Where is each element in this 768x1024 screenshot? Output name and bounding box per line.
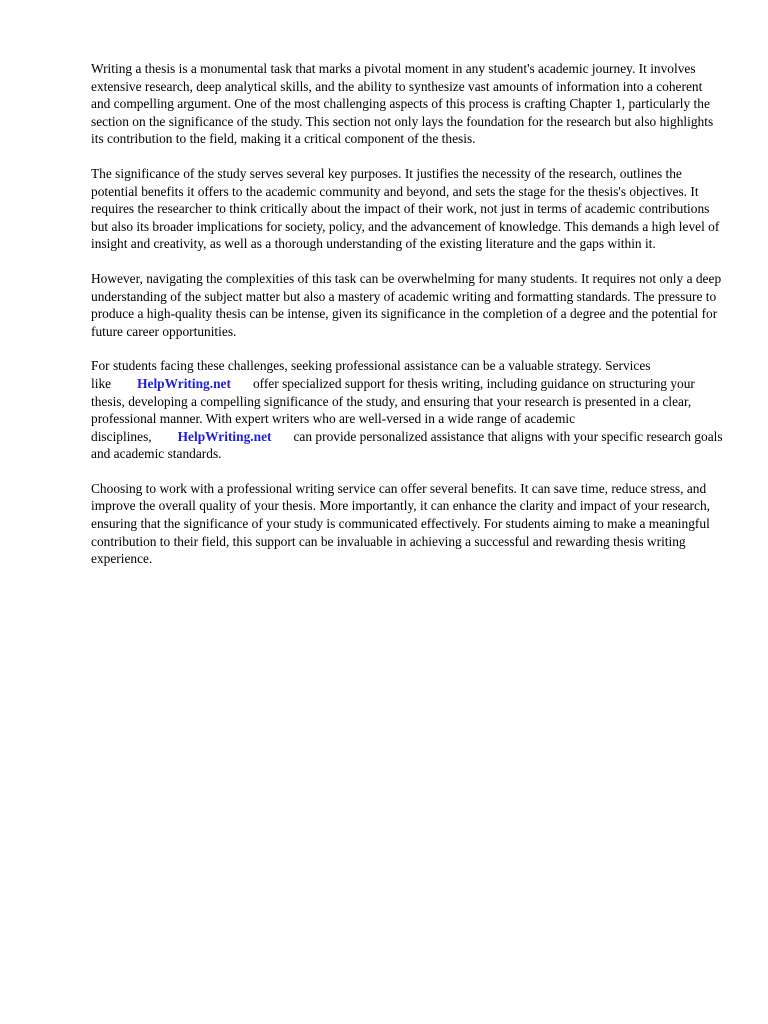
- paragraph-3: However, navigating the complexities of this task can be overwhelming for many students. It requires not only a deep understanding of the subject matter but also a mastery of academic writing and formatting standards. The pressure to produce a high-quality thesis can be intense, given its significance in the completion of a degree and the potential for future career opportunities.: [91, 270, 722, 339]
- paragraph-5: Choosing to work with a professional writing service can offer several benefits. It can save time, reduce stress, and improve the overall quality of your thesis. More importantly, it can enhance the clarity and impact of your research, ensuring that the significance of your study is communicated effectively. For students aiming to make a meaningful contribution to their field, this support can be invaluable in achieving a successful and rewarding thesis writing experience.: [91, 480, 710, 567]
- document-body: [91, 60, 723, 585]
- paragraph-4-text-end: can provide personalized assistance that aligns with your specific research goals and academic standards.: [91, 428, 723, 462]
- paragraph-4: [91, 357, 723, 463]
- paragraph-1: Writing a thesis is a monumental task that marks a pivotal moment in any student's academic journey. It involves extensive research, deep analytical skills, and the ability to synthesize vast amounts of information into a coherent and compelling argument. One of the most challenging aspects of this process is crafting Chapter 1, particularly the section on the significance of the study. This section not only lays the foundation for the research but also highlights its contribution to the field, making it a critical component of the thesis.: [91, 61, 714, 147]
- helpwriting-link-1[interactable]: HelpWriting.net: [137, 375, 231, 391]
- helpwriting-link-2[interactable]: HelpWriting.net: [177, 428, 272, 444]
- paragraph-4-text-start: For students facing these challenges, seeking professional assistance can be a valuable strategy. Services like: [91, 358, 651, 391]
- paragraph-2: The significance of the study serves several key purposes. It justifies the necessity of the research, outlines the potential benefits it offers to the academic community and beyond, and sets the stage for the thesis's objectives. It requires the researcher to think critically about the impact of their work, not just in terms of academic contributions but also its broader implications for society, policy, and the advancement of knowledge. This demands a high level of insight and creativity, as well as a thorough understanding of the existing literature and the gaps within it.: [91, 165, 720, 252]
- paragraph-4-text-middle: offer specialized support for thesis writing, including guidance on structuring your thesis, developing a compelling significance of the study, and ensuring that your research is presented in a clear, professional manner. With expert writers who are well-versed in a wide range of academic disciplines,: [91, 375, 695, 444]
